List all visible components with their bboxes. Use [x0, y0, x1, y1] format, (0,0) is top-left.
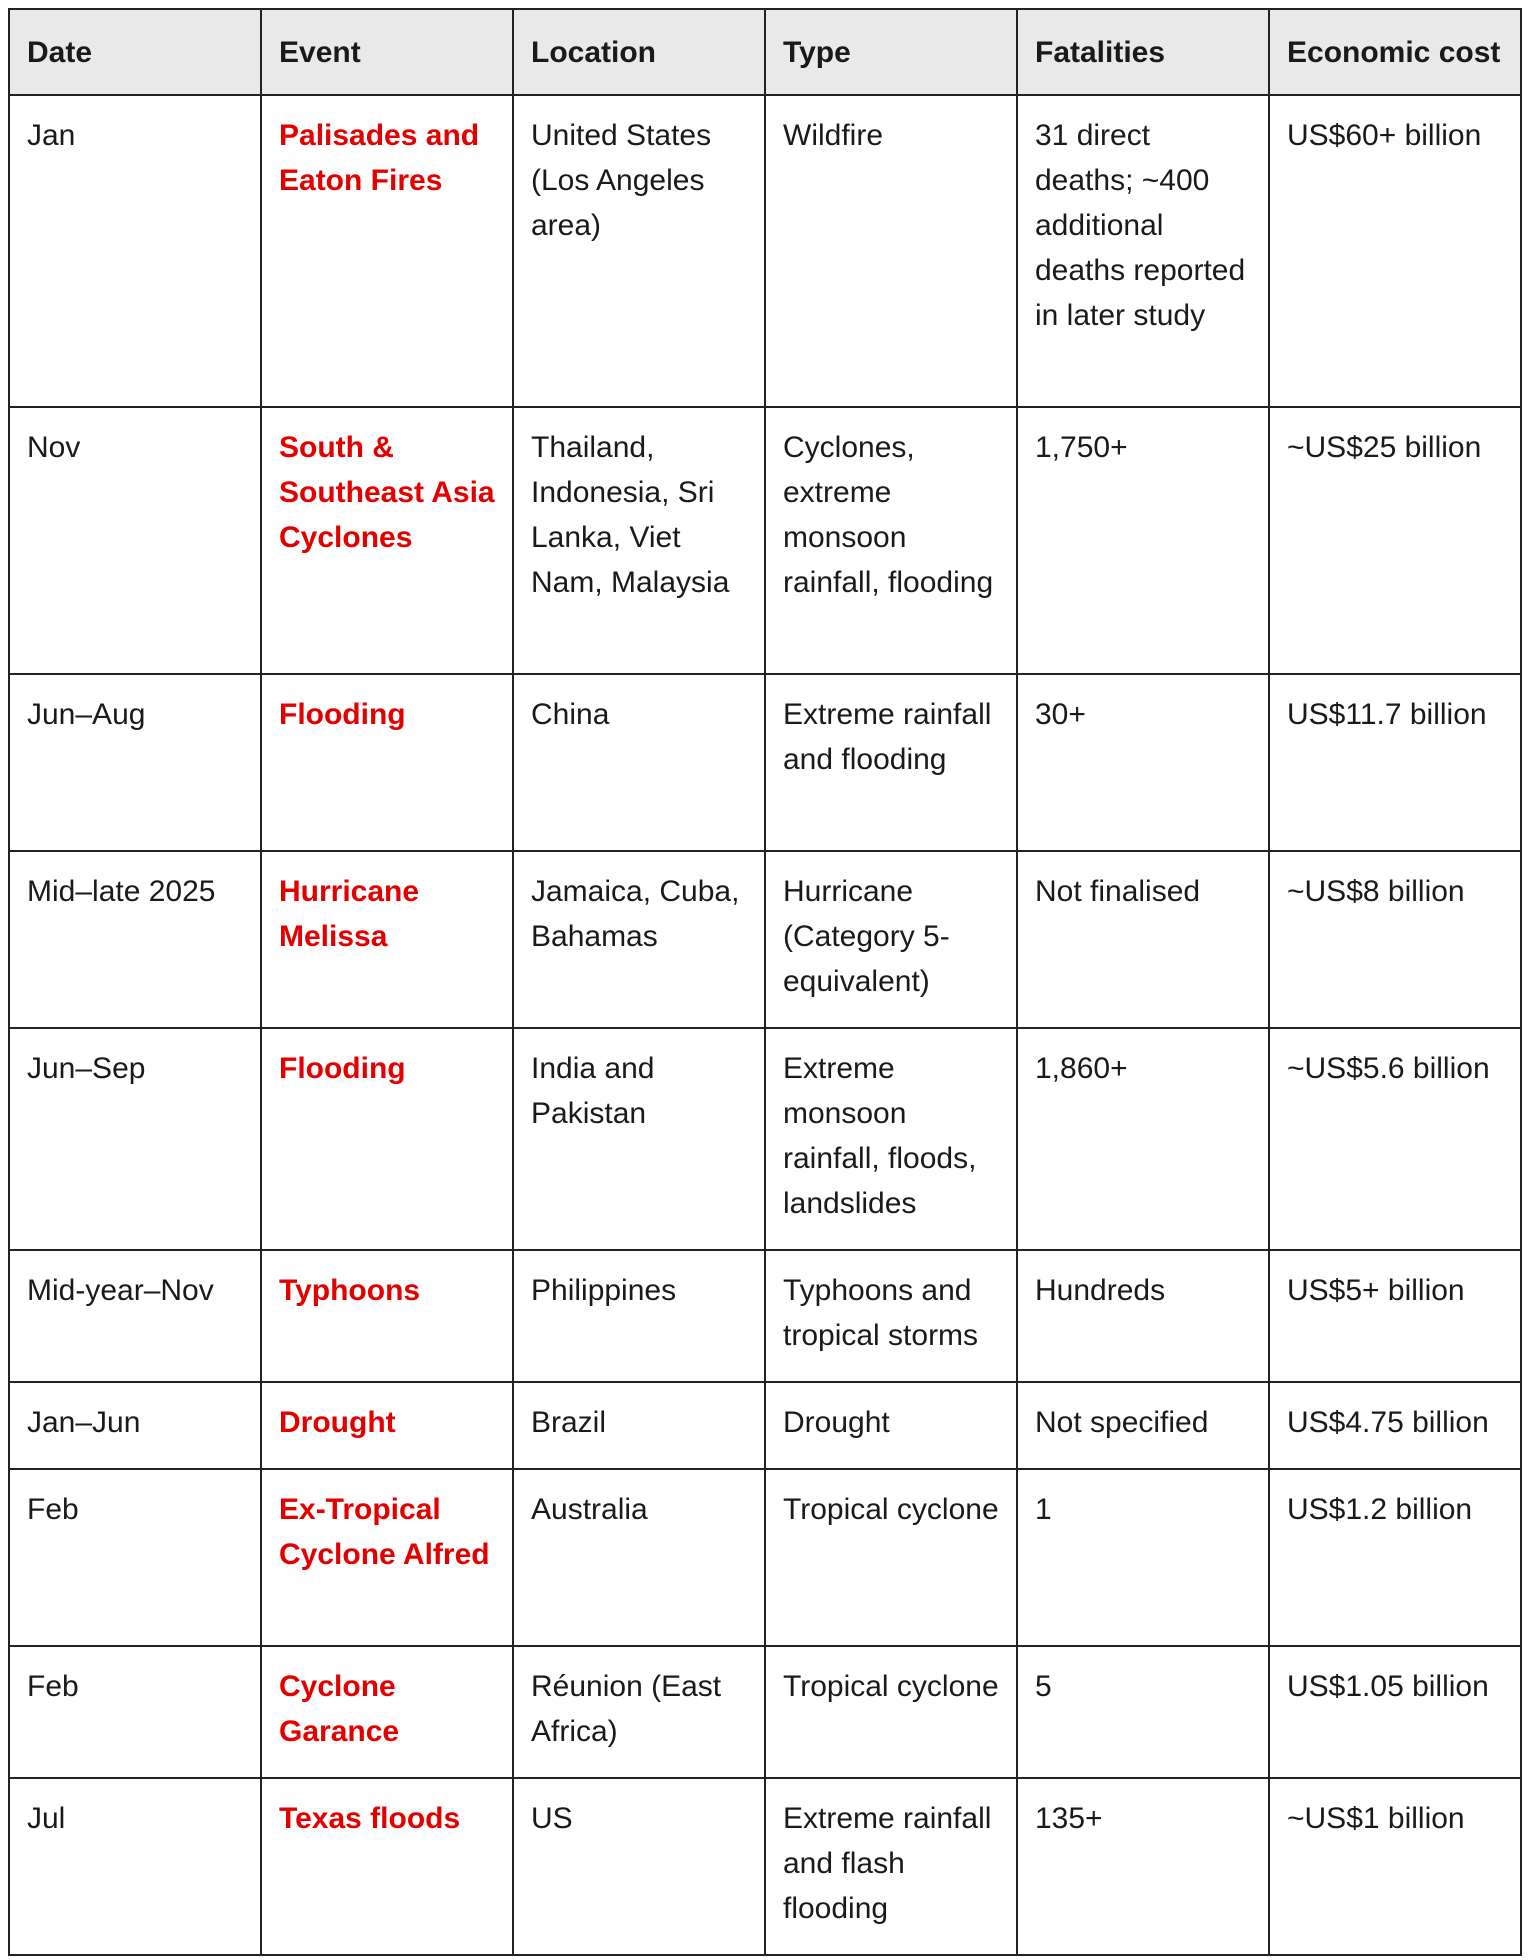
cell-event: [261, 1646, 513, 1778]
cell-event: [261, 1250, 513, 1382]
disaster-table-container: [8, 8, 1520, 1956]
cell-event: [261, 674, 513, 851]
cell-date: Jul: [9, 1778, 261, 1955]
table-row: [9, 1778, 1521, 1955]
cell-event: [261, 1382, 513, 1469]
event-link[interactable]: South & Southeast Asia Cyclones: [279, 431, 495, 554]
cell-economic-cost: US$11.7 billion: [1269, 674, 1521, 851]
cell-location: US: [513, 1778, 765, 1955]
column-header-type: Type: [765, 9, 1017, 95]
event-link[interactable]: Flooding: [279, 1052, 406, 1085]
cell-date: Jun–Sep: [9, 1028, 261, 1250]
event-link[interactable]: Ex-Tropical Cyclone Alfred: [279, 1493, 490, 1571]
event-link[interactable]: Hurricane Melissa: [279, 875, 420, 953]
cell-fatalities: 30+: [1017, 674, 1269, 851]
cell-location: Philippines: [513, 1250, 765, 1382]
table-row: [9, 1382, 1521, 1469]
cell-economic-cost: US$4.75 billion: [1269, 1382, 1521, 1469]
cell-economic-cost: US$1.2 billion: [1269, 1469, 1521, 1646]
cell-type: Cyclones, extreme monsoon rainfall, flooding: [765, 407, 1017, 674]
table-row: [9, 674, 1521, 851]
table-row: [9, 1250, 1521, 1382]
table-row: [9, 1646, 1521, 1778]
table-row: [9, 1469, 1521, 1646]
table-header: [9, 9, 1521, 95]
cell-fatalities: 1,750+: [1017, 407, 1269, 674]
cell-type: Extreme rainfall and flooding: [765, 674, 1017, 851]
cell-event: [261, 1778, 513, 1955]
cell-fatalities: Not finalised: [1017, 851, 1269, 1028]
column-header-fatalities: Fatalities: [1017, 9, 1269, 95]
event-link[interactable]: Typhoons: [279, 1274, 421, 1307]
cell-location: Jamaica, Cuba, Bahamas: [513, 851, 765, 1028]
cell-event: [261, 407, 513, 674]
cell-economic-cost: US$5+ billion: [1269, 1250, 1521, 1382]
cell-event: [261, 851, 513, 1028]
cell-type: Extreme monsoon rainfall, floods, landslides: [765, 1028, 1017, 1250]
event-link[interactable]: Texas floods: [279, 1802, 461, 1835]
cell-location: Brazil: [513, 1382, 765, 1469]
cell-event: [261, 1469, 513, 1646]
table-row: [9, 851, 1521, 1028]
event-link[interactable]: Drought: [279, 1406, 396, 1439]
cell-type: Hurricane (Category 5-equivalent): [765, 851, 1017, 1028]
cell-location: China: [513, 674, 765, 851]
header-row: [9, 9, 1521, 95]
cell-economic-cost: US$1.05 billion: [1269, 1646, 1521, 1778]
cell-type: Tropical cyclone: [765, 1646, 1017, 1778]
cell-type: Extreme rainfall and flash flooding: [765, 1778, 1017, 1955]
cell-economic-cost: ~US$8 billion: [1269, 851, 1521, 1028]
cell-date: Jan: [9, 95, 261, 407]
table-row: [9, 407, 1521, 674]
column-header-date: Date: [9, 9, 261, 95]
cell-fatalities: 135+: [1017, 1778, 1269, 1955]
disaster-events-table: [8, 8, 1522, 1956]
cell-economic-cost: ~US$25 billion: [1269, 407, 1521, 674]
cell-economic-cost: ~US$5.6 billion: [1269, 1028, 1521, 1250]
cell-date: Nov: [9, 407, 261, 674]
cell-date: Feb: [9, 1646, 261, 1778]
cell-date: Feb: [9, 1469, 261, 1646]
event-link[interactable]: Cyclone Garance: [279, 1670, 400, 1748]
cell-type: Drought: [765, 1382, 1017, 1469]
cell-fatalities: 31 direct deaths; ~400 additional deaths reported in later study: [1017, 95, 1269, 407]
table-row: [9, 95, 1521, 407]
column-header-event: Event: [261, 9, 513, 95]
cell-type: Typhoons and tropical storms: [765, 1250, 1017, 1382]
table-body: [9, 95, 1521, 1955]
column-header-location: Location: [513, 9, 765, 95]
cell-date: Mid–late 2025: [9, 851, 261, 1028]
cell-event: [261, 95, 513, 407]
cell-type: Wildfire: [765, 95, 1017, 407]
cell-date: Mid-year–Nov: [9, 1250, 261, 1382]
cell-fatalities: 1: [1017, 1469, 1269, 1646]
cell-event: [261, 1028, 513, 1250]
cell-date: Jun–Aug: [9, 674, 261, 851]
column-header-economic-cost: Economic cost: [1269, 9, 1521, 95]
cell-location: Réunion (East Africa): [513, 1646, 765, 1778]
cell-economic-cost: US$60+ billion: [1269, 95, 1521, 407]
cell-date: Jan–Jun: [9, 1382, 261, 1469]
cell-fatalities: Not specified: [1017, 1382, 1269, 1469]
cell-location: India and Pakistan: [513, 1028, 765, 1250]
cell-fatalities: 1,860+: [1017, 1028, 1269, 1250]
cell-fatalities: Hundreds: [1017, 1250, 1269, 1382]
cell-location: Australia: [513, 1469, 765, 1646]
cell-location: United States (Los Angeles area): [513, 95, 765, 407]
cell-location: Thailand, Indonesia, Sri Lanka, Viet Nam, Malaysia: [513, 407, 765, 674]
cell-economic-cost: ~US$1 billion: [1269, 1778, 1521, 1955]
cell-fatalities: 5: [1017, 1646, 1269, 1778]
event-link[interactable]: Palisades and Eaton Fires: [279, 119, 480, 197]
event-link[interactable]: Flooding: [279, 698, 406, 731]
cell-type: Tropical cyclone: [765, 1469, 1017, 1646]
table-row: [9, 1028, 1521, 1250]
